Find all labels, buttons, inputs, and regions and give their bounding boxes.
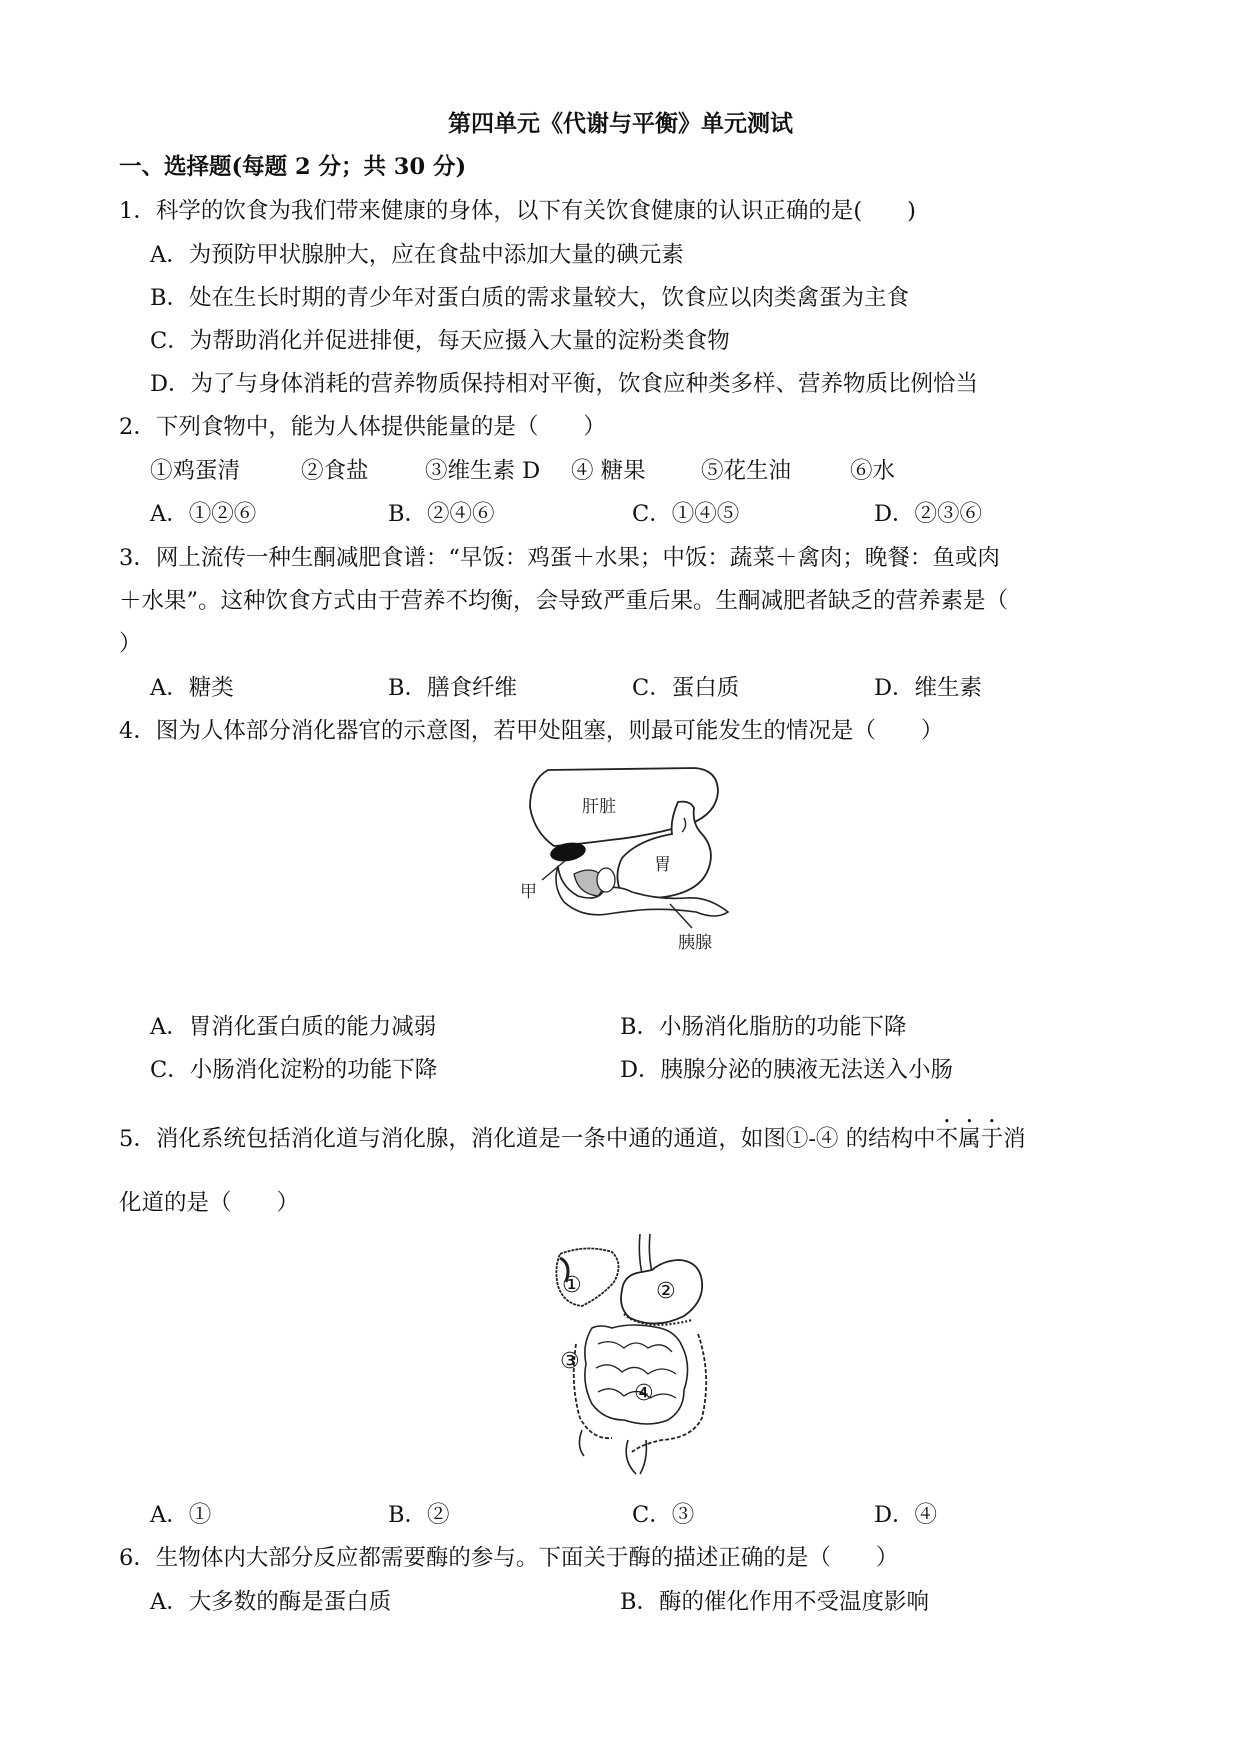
- page-title: 第四单元《代谢与平衡》单元测试: [448, 110, 793, 137]
- structure-1-label: ①: [562, 1273, 582, 1298]
- section-heading: 一、选择题(每题 2 分；共 30 分): [119, 154, 467, 180]
- emphasis-character: 不: [935, 1126, 959, 1152]
- question-6-option-b: B．酶的催化作用不受温度影响: [620, 1589, 930, 1615]
- question-5-stem: 化道的是（ ）: [119, 1190, 300, 1216]
- question-2-option-b: B．②④⑥: [388, 501, 495, 527]
- question-1-stem: 1．科学的饮食为我们带来健康的身体，以下有关饮食健康的认识正确的是( ): [119, 198, 916, 224]
- question-1-option-b: B．处在生长时期的青少年对蛋白质的需求量较大，饮食应以肉类禽蛋为主食: [150, 285, 910, 311]
- digestive-organs-figure: [520, 762, 750, 997]
- question-5-stem: [119, 1124, 1026, 1154]
- question-4-option-d: D．胰腺分泌的胰液无法送入小肠: [620, 1057, 954, 1083]
- stomach-label: 胃: [654, 855, 671, 875]
- question-1-option-a: A．为预防甲状腺肿大，应在食盐中添加大量的碘元素: [150, 242, 684, 268]
- question-2-option-a: A．①②⑥: [150, 501, 257, 527]
- question-4-stem: 4．图为人体部分消化器官的示意图，若甲处阻塞，则最可能发生的情况是（ ）: [119, 718, 944, 744]
- question-5-option-b: B．②: [388, 1502, 450, 1528]
- question-3-option-b: B．膳食纤维: [388, 675, 518, 701]
- question-3-stem: 3．网上流传一种生酮减肥食谱：“早饭：鸡蛋＋水果；中饭：蔬菜＋禽肉；晚餐：鱼或肉: [119, 545, 1000, 571]
- structure-4-label: ④: [634, 1381, 654, 1406]
- question-1-option-d: D．为了与身体消耗的营养物质保持相对平衡，饮食应种类多样、营养物质比例恰当: [150, 371, 979, 397]
- structure-2-label: ②: [656, 1279, 676, 1304]
- question-2-item: ⑥水: [850, 458, 896, 484]
- question-5-option-c: C．③: [632, 1502, 695, 1528]
- pancreas-label: 胰腺: [678, 933, 712, 953]
- question-2-item: ④ 糖果: [571, 458, 646, 484]
- question-5-stem-tail: 消: [1003, 1126, 1026, 1152]
- question-3-stem: ＋水果”。这种饮食方式由于营养不均衡，会导致严重后果。生酮减肥者缺乏的营养素是（: [119, 588, 1009, 614]
- question-4-option-b: B．小肠消化脂肪的功能下降: [620, 1014, 907, 1040]
- question-2-stem: 2．下列食物中，能为人体提供能量的是（ ）: [119, 414, 606, 440]
- question-3-option-a: A．糖类: [150, 675, 234, 701]
- question-2-item: ③维生素 D: [425, 458, 541, 484]
- jia-label: 甲: [520, 882, 537, 902]
- question-5-option-d: D．④: [874, 1502, 938, 1528]
- question-2-option-c: C．①④⑤: [632, 501, 740, 527]
- liver-label: 肝脏: [582, 797, 616, 817]
- question-4-option-a: A．胃消化蛋白质的能力减弱: [150, 1014, 437, 1040]
- question-2-option-d: D．②③⑥: [874, 501, 983, 527]
- question-4-option-c: C．小肠消化淀粉的功能下降: [150, 1057, 438, 1083]
- question-1-option-c: C．为帮助消化并促进排便，每天应摄入大量的淀粉类食物: [150, 328, 730, 354]
- question-3-option-d: D．维生素: [874, 675, 983, 701]
- question-6-option-a: A．大多数的酶是蛋白质: [150, 1589, 392, 1615]
- question-3-stem: ）: [119, 631, 142, 657]
- question-5-option-a: A．①: [150, 1502, 212, 1528]
- question-6-stem: 6．生物体内大部分反应都需要酶的参与。下面关于酶的描述正确的是（ ）: [119, 1545, 899, 1571]
- emphasis-character: 属: [958, 1126, 981, 1152]
- question-2-item: ②食盐: [301, 458, 369, 484]
- question-2-item: ①鸡蛋清: [150, 458, 241, 484]
- question-5-emphasis: [936, 1126, 1004, 1152]
- question-3-option-c: C．蛋白质: [632, 675, 740, 701]
- question-2-item: ⑤花生油: [701, 458, 792, 484]
- structure-3-label: ③: [560, 1349, 580, 1374]
- question-5-stem-text: 5．消化系统包括消化道与消化腺，消化道是一条中通的通道，如图①-④ 的结构中: [119, 1126, 936, 1152]
- emphasis-character: 于: [980, 1126, 1004, 1152]
- digestive-system-figure: [552, 1234, 732, 1478]
